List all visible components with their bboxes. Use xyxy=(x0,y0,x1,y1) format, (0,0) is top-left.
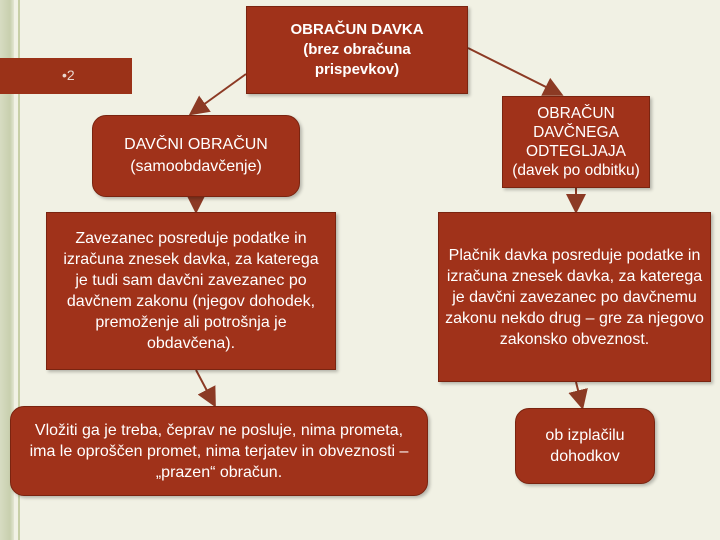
connector-right2-to-right3 xyxy=(576,382,582,406)
left-title-line1: DAVČNI OBRAČUN xyxy=(124,136,268,153)
left-note-box xyxy=(10,406,428,496)
right-title-line4: (davek po odbitku) xyxy=(512,162,640,179)
right-title-box xyxy=(502,96,650,188)
right-description-box xyxy=(438,212,711,382)
connector-top-to-right xyxy=(468,48,560,94)
connector-top-to-left xyxy=(192,74,246,113)
left-title-box xyxy=(92,115,300,197)
right-description-text: Plačnik davka posreduje podatke in izračuna znesek davka, za katerega je davčni zavezanec po davčnemu zakonu nekdo drug – gre za njegovo zakonsko obveznost. xyxy=(445,246,704,348)
right-note-line1: ob izplačilu xyxy=(545,427,625,444)
top-box-line2: (brez obračuna xyxy=(303,41,411,58)
left-description-text: Zavezanec posreduje podatke in izračuna znesek davka, za katerega je tudi sam davčni zavezanec po davčnem zakonu (njegov dohodek, premoženje ali potrošnja je obdavčena). xyxy=(63,230,319,352)
right-note-line2: dohodkov xyxy=(550,448,620,465)
right-note-box xyxy=(515,408,655,484)
top-box-obracun-davka xyxy=(246,6,468,94)
left-note-text: Vložiti ga je treba, čeprav ne posluje, nima prometa, ima le oproščen promet, nima terjatev in obveznosti – „prazen“ obračun. xyxy=(29,421,409,481)
left-description-box xyxy=(46,212,336,370)
right-title-line1: OBRAČUN xyxy=(537,105,615,122)
connector-left2-to-left3 xyxy=(196,370,214,404)
left-title-line2: (samoobdavčenje) xyxy=(130,158,262,175)
right-title-line2: DAVČNEGA xyxy=(533,124,619,141)
slide-number: •2 xyxy=(62,67,75,83)
right-title-line3: ODTEGLJAJA xyxy=(526,143,626,160)
top-box-line3: prispevkov) xyxy=(314,61,400,78)
top-box-line1: OBRAČUN DAVKA xyxy=(290,21,424,38)
